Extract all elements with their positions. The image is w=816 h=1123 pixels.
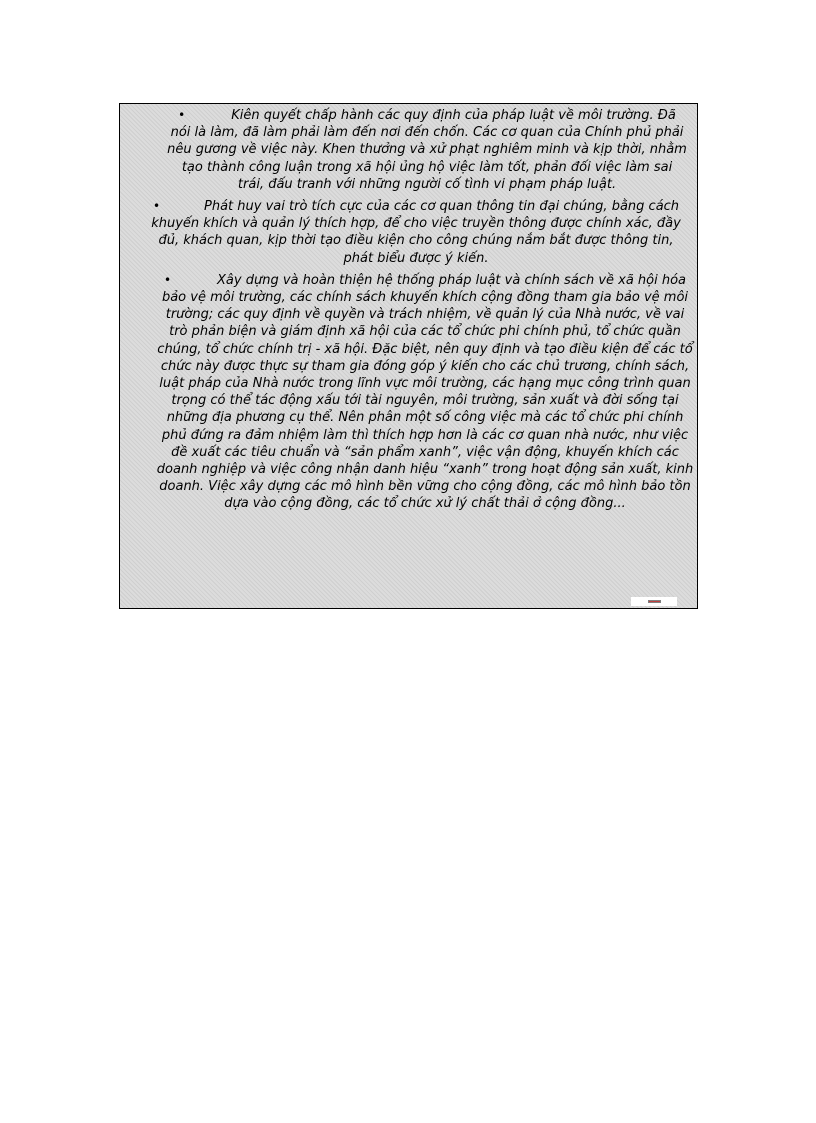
bullet-text: Phát huy vai trò tích cực của các cơ quan thông tin đại chúng, bằng cách khuyến khích và quản lý thích hợp, để cho việc truyền thông được chính xác, đầy đủ, khách quan, kịp thời tạo điều kiện cho công chúng nắm bắt được thông tin, phát biểu được ý kiến. bbox=[151, 199, 681, 266]
bullet-text: Kiên quyết chấp hành các quy định của pháp luật về môi trường. Đã nói là làm, đã làm phải làm đến nơi đến chốn. Các cơ quan của Chính phủ phải nêu gương về việc này. Khen thưởng và xử phạt nghiêm minh và kịp thời, nhằm tạo thành công luận trong xã hội ủng hộ việc làm tốt, phản đối việc làm sai trái, đấu tranh với những người cố tình vi phạm pháp luật. bbox=[167, 108, 687, 192]
bullet-item bbox=[143, 198, 689, 267]
bullet-marker: • bbox=[163, 272, 172, 287]
bullet-item bbox=[155, 272, 695, 513]
slide-frame bbox=[119, 103, 698, 609]
bullet-list bbox=[120, 107, 695, 518]
nav-bar-icon bbox=[648, 600, 661, 603]
bullet-text: Xây dựng và hoàn thiện hệ thống pháp luật và chính sách về xã hội hóa bảo vệ môi trường, các chính sách khuyến khích cộng đồng tham gia bảo vệ môi trường; các quy định về quyền và trách nhiệm, về quản lý của Nhà nước, về vai trò phản biện và giám định xã hội của các tổ chức phi chính phủ, tổ chức quần chúng, tổ chức chính trị - xã hội. Đặc biệt, nên quy định và tạo điều kiện để các tổ chức này được thực sự tham gia đóng góp ý kiến cho các chủ trương, chính sách, luật pháp của Nhà nước trong lĩnh vực môi trường, các hạng mục công trình quan trọng có thể tác động xấu tới tài nguyên, môi trường, sản xuất và đời sống tại những địa phương cụ thể. Nên phân một số công việc mà các tổ chức phi chính phủ đứng ra đảm nhiệm làm thì thích hợp hơn là các cơ quan nhà nước, như việc đề xuất các tiêu chuẩn và “sản phẩm xanh”, việc vận động, khuyến khích các doanh nghiệp và việc công nhận danh hiệu “xanh” trong hoạt động sản xuất, kinh doanh. Việc xây dựng các mô hình bền vững cho cộng đồng, các mô hình bảo tồn dựa vào cộng đồng, các tổ chức xử lý chất thải ở cộng đồng... bbox=[156, 272, 694, 512]
bullet-marker: • bbox=[178, 108, 186, 122]
bullet-item bbox=[167, 107, 687, 193]
slide-nav-widget[interactable] bbox=[631, 597, 677, 606]
bullet-marker: • bbox=[152, 199, 161, 214]
